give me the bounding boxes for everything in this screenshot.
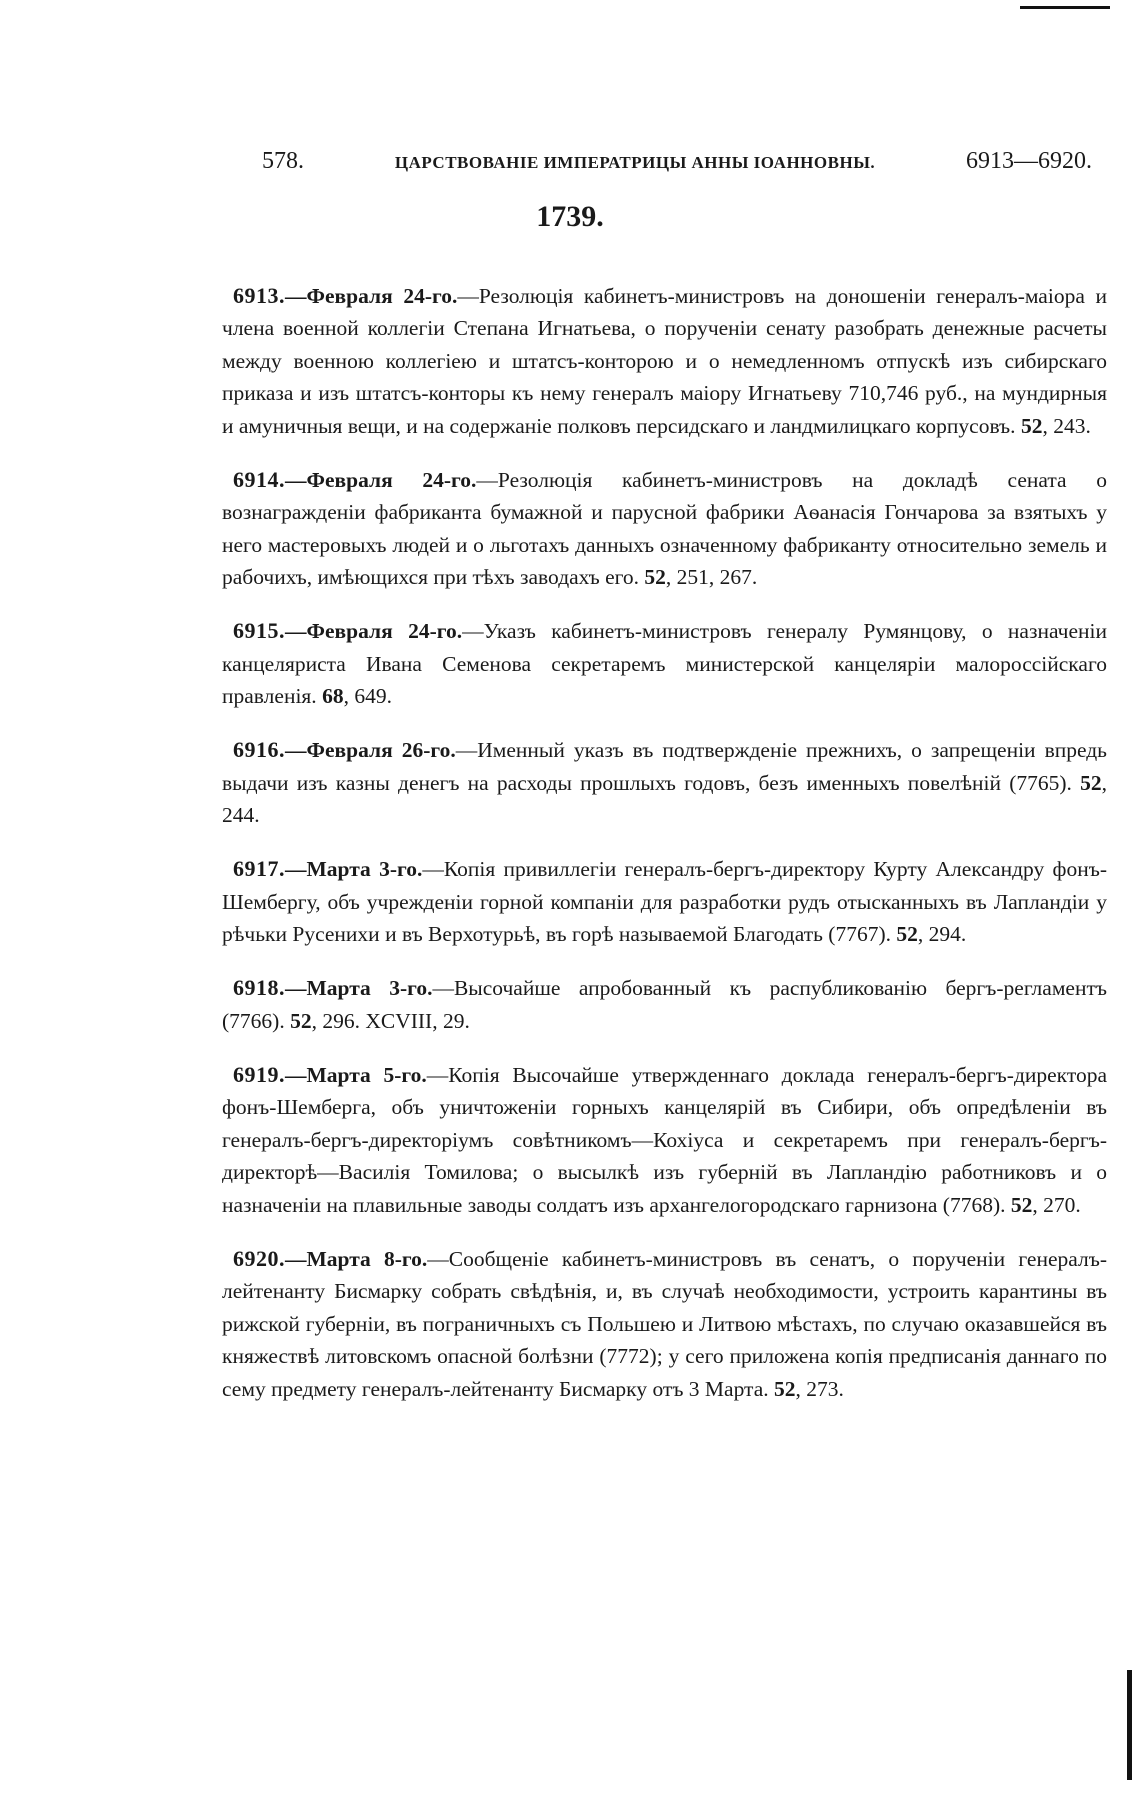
entry-page-ref: , 244. <box>222 770 1108 827</box>
entry-page-ref: , 649. <box>343 684 392 708</box>
entry-volume-ref: 52 <box>896 922 918 946</box>
entry-page-ref: , 273. <box>795 1376 844 1401</box>
entry-volume-ref: 52 <box>774 1376 796 1401</box>
entry-number: 6916. <box>233 737 285 762</box>
entry-number: 6920. <box>233 1245 285 1271</box>
entry-page-ref: , 251, 267. <box>665 565 758 589</box>
year-heading: 1739. <box>536 200 604 233</box>
entry-number: 6918. <box>233 975 285 1000</box>
entry <box>222 853 1107 951</box>
entries-list <box>222 258 1107 1424</box>
entry-text: —Именный указъ въ подтвержденіе прежнихъ, о запрещеніи впредь выдачи изъ казны денегъ на расходы прошлыхъ годовъ, безъ именныхъ повелѣній (7765). <box>222 738 1107 795</box>
entry-text: —Сообщеніе кабинетъ-министровъ въ сенатъ, о порученіи генералъ-лейтенанту Бисмарку собрать свѣдѣнія, и, въ случаѣ необходимости, устроить карантины въ рижской губерніи, въ пограничныхъ съ Польшею и Литвою мѣстахъ, по случаю оказавшейся въ княжествѣ литовскомъ опасной болѣзни (7772); у сего приложена копія предписанія даннаго по сему предмету генералъ-лейтенанту Бисмарку отъ 3 Марта. <box>222 1246 1107 1401</box>
entry <box>222 972 1107 1037</box>
entry-page-ref: , 294. <box>917 922 967 946</box>
entry-date: —Марта 8-го. <box>285 1246 428 1271</box>
entry <box>222 280 1107 443</box>
entry-number: 6913. <box>233 282 285 308</box>
entry-text: —Указъ кабинетъ-министровъ генералу Румянцову, о назначеніи канцеляриста Ивана Семенова секретаремъ министерской канцеляріи малороссійскаго правленія. <box>222 619 1107 708</box>
entry-date: —Февраля 24-го. <box>285 467 477 492</box>
entry-number: 6917. <box>233 856 285 881</box>
entry-date: —Марта 3-го. <box>285 976 433 1000</box>
entry-volume-ref: 52 <box>1010 1192 1033 1217</box>
entry <box>222 1243 1107 1406</box>
entry-date: —Марта 3-го. <box>285 857 423 881</box>
entry-text: —Резолюція кабинетъ-министровъ на доношеніи генералъ-маіора и члена военной коллегіи Степана Игнатьева, о порученіи сенату разобрать денежные расчеты между военною коллегіею и штатсъ-конторою и о немедленномъ отпускѣ изъ сибирскаго приказа и изъ штатсъ-конторы къ нему генералъ маіору Игнатьеву 710,746 руб., на мундирныя и амуничныя вещи, и на содержаніе полковъ персидскаго и ландмилицкаго корпусовъ. <box>222 283 1107 438</box>
entry-date: —Февраля 24-го. <box>285 619 463 643</box>
entry-text: —Копія Высочайше утвержденнаго доклада генералъ-бергъ-директора фонъ-Шемберга, объ уничтоженіи горныхъ канцелярій въ Сибири, объ опредѣленіи въ генералъ-бергъ-директоріумъ совѣтникомъ—Кохіуса и секретаремъ при генералъ-бергъ-директорѣ—Василія Томилова; о высылкѣ изъ губерній въ Лапландію работниковъ и о назначеніи на плавильные заводы солдатъ изъ архангелогородскаго гарнизона (7768). <box>222 1062 1108 1217</box>
page-header <box>262 148 1092 188</box>
entry-page-ref: , 243. <box>1042 413 1091 438</box>
entry-page-ref: , 296. XCVIII, 29. <box>311 1008 470 1033</box>
page-number: 578. <box>262 148 304 174</box>
running-title: ЦАРСТВОВАНІЕ ИМПЕРАТРИЦЫ АННЫ ІОАННОВНЫ. <box>394 153 876 172</box>
entry-volume-ref: 52 <box>290 1008 312 1033</box>
entry-text: —Высочайше апробованный къ распубликованію бергъ-регламентъ (7766). <box>222 976 1107 1033</box>
entry-number: 6919. <box>233 1061 285 1087</box>
entry-number: 6914. <box>233 466 285 492</box>
entry-volume-ref: 68 <box>322 684 344 708</box>
entry-text: —Резолюція кабинетъ-министровъ на докладѣ сената о вознагражденіи фабриканта бумажной и парусной фабрики Аѳанасія Гончарова за взятыхъ у него мастеровыхъ людей и о льготахъ данныхъ означенному фабриканту относительно земель и рабочихъ, имѣющихся при тѣхъ заводахъ его. <box>222 467 1107 589</box>
entry-volume-ref: 52 <box>1020 413 1043 438</box>
scan-corner-mark <box>1020 6 1110 9</box>
entry-text: —Копія привиллегіи генералъ-бергъ-директору Курту Александру фонъ-Шембергу, объ учрежденіи горной компаніи для разработки рудъ отысканныхъ въ Лапландіи у рѣчьки Русенихи и въ Верхотурьѣ, въ горѣ называемой Благодать (7767). <box>222 857 1107 946</box>
entry-range: 6913—6920. <box>965 148 1092 174</box>
entry-volume-ref: 52 <box>1080 770 1102 795</box>
entry <box>222 464 1107 594</box>
entry-volume-ref: 52 <box>644 565 666 589</box>
entry-date: —Февраля 26-го. <box>285 738 456 762</box>
entry-number: 6915. <box>233 618 285 643</box>
entry-page-ref: , 270. <box>1032 1192 1081 1217</box>
entry <box>222 1059 1107 1222</box>
scan-edge-mark <box>1127 1670 1132 1780</box>
entry <box>222 615 1107 713</box>
entry-date: —Февраля 24-го. <box>285 283 458 308</box>
entry <box>222 734 1107 832</box>
entry-date: —Марта 5-го. <box>285 1062 427 1087</box>
